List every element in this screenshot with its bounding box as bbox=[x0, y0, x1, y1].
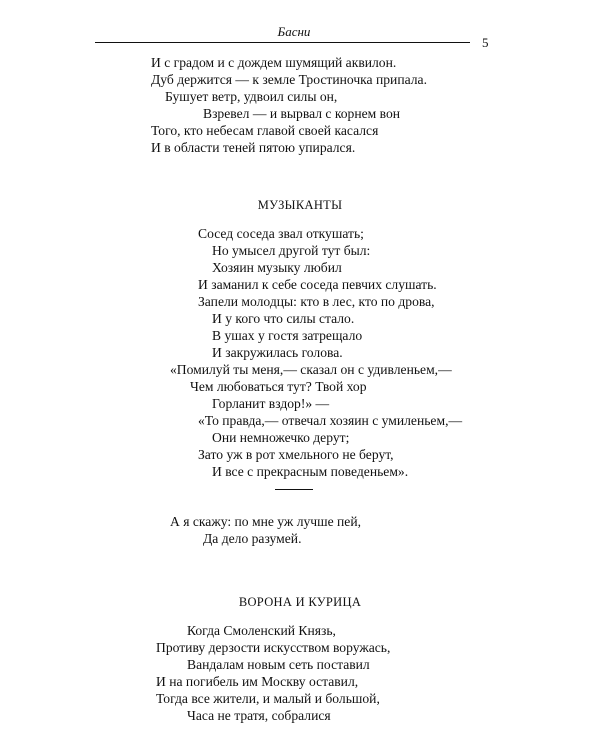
verse-line: Вандалам новым сеть поставил bbox=[187, 657, 370, 672]
section-separator bbox=[275, 489, 313, 490]
verse-line: Хозяин музыку любил bbox=[212, 260, 342, 275]
verse-line: Горланит вздор!» — bbox=[212, 396, 330, 411]
verse-line: Дуб держится — к земле Тростиночка припала. bbox=[151, 72, 427, 87]
verse-line: И все с прекрасным поведеньем». bbox=[212, 464, 409, 479]
verse-line: А я скажу: по мне уж лучше пей, bbox=[170, 514, 362, 529]
verse-line: Да дело разумей. bbox=[203, 531, 302, 546]
verse-line: И у кого что силы стало. bbox=[212, 311, 355, 326]
verse-line: Противу дерзости искусством воружась, bbox=[156, 640, 391, 655]
header-rule bbox=[95, 42, 470, 43]
verse-line: И на погибель им Москву оставил, bbox=[156, 674, 359, 689]
fable-title-crow: ВОРОНА И КУРИЦА bbox=[238, 595, 362, 609]
page-number: 5 bbox=[482, 35, 489, 50]
verse-line: Они немножечко дерут; bbox=[212, 430, 350, 445]
verse-line: И закружилась голова. bbox=[212, 345, 343, 360]
verse-line: В ушах у гостя затрещало bbox=[212, 328, 363, 343]
verse-line: Взревел — и вырвал с корнем вон bbox=[203, 106, 401, 121]
verse-line: Тогда все жители, и малый и большой, bbox=[156, 691, 380, 706]
verse-line: Но умысел другой тут был: bbox=[212, 243, 371, 258]
verse-line: Бушует ветр, удвоил силы он, bbox=[165, 89, 338, 104]
verse-line: «Помилуй ты меня,— сказал он с удивленьем,— bbox=[170, 362, 452, 377]
verse-line: И с градом и с дождем шумящий аквилон. bbox=[151, 55, 397, 70]
verse-line: «То правда,— отвечал хозяин с умиленьем,— bbox=[198, 413, 463, 428]
running-title: Басни bbox=[277, 24, 311, 39]
verse-line: Чем любоваться тут? Твой хор bbox=[190, 379, 367, 394]
verse-line: Того, кто небесам главой своей касался bbox=[151, 123, 379, 138]
fable-title-musicians: МУЗЫКАНТЫ bbox=[257, 198, 343, 212]
verse-line: И в области теней пятою упирался. bbox=[151, 140, 356, 155]
verse-line: Сосед соседа звал откушать; bbox=[198, 226, 364, 241]
verse-line: Зато уж в рот хмельного не берут, bbox=[198, 447, 394, 462]
verse-line: И заманил к себе соседа певчих слушать. bbox=[198, 277, 437, 292]
verse-line: Запели молодцы: кто в лес, кто по дрова, bbox=[198, 294, 435, 309]
verse-line: Часа не тратя, собралися bbox=[187, 708, 331, 723]
verse-line: Когда Смоленский Князь, bbox=[187, 623, 336, 638]
